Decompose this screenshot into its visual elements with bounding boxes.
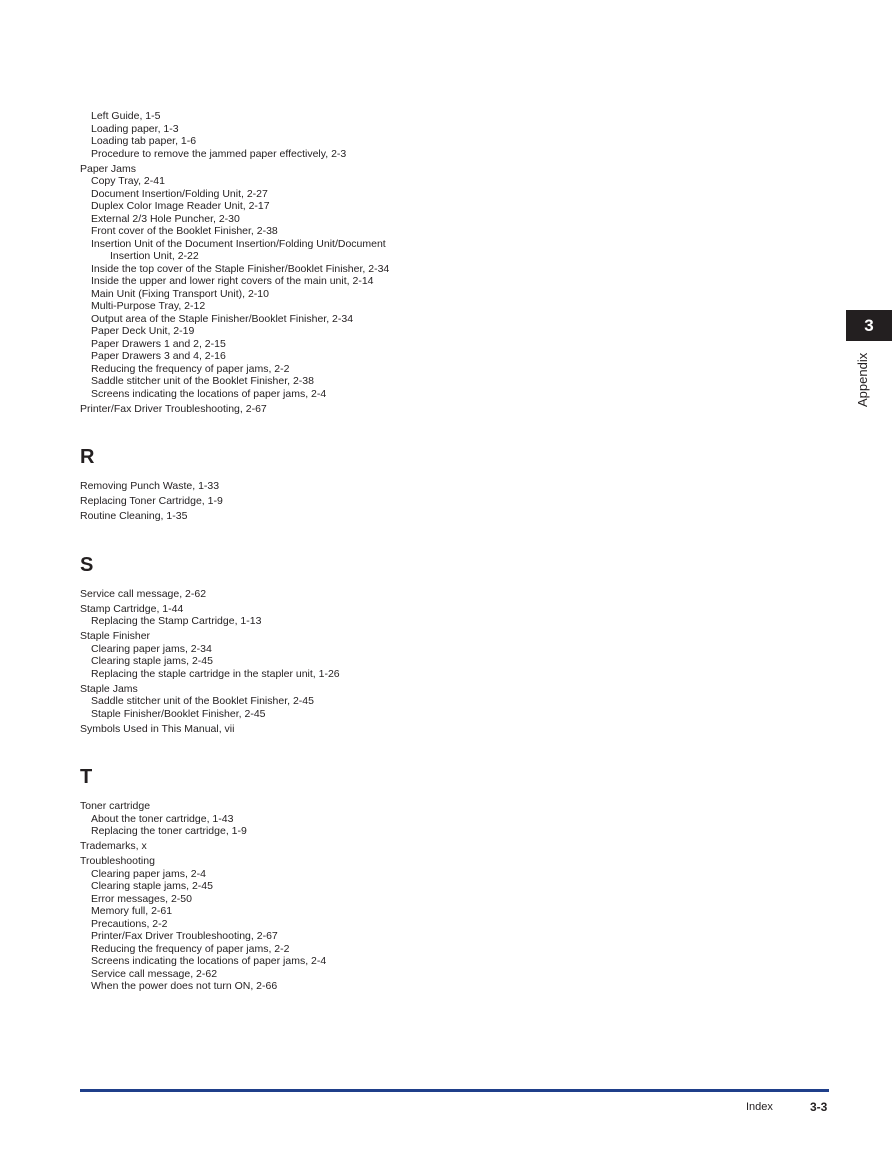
index-section bbox=[80, 553, 820, 736]
index-entry: Trademarks, x bbox=[80, 840, 147, 852]
index-subentry: When the power does not turn ON, 2-66 bbox=[91, 980, 278, 992]
index-subentry: Saddle stitcher unit of the Booklet Finisher, 2-38 bbox=[91, 375, 314, 387]
index-subentry: Procedure to remove the jammed paper effectively, 2-3 bbox=[91, 147, 347, 160]
chapter-tab: 3 bbox=[846, 310, 892, 341]
index-subentry: Replacing the Stamp Cartridge, 1-13 bbox=[91, 615, 262, 627]
footer-rule bbox=[80, 1089, 829, 1092]
index-subentry: Reducing the frequency of paper jams, 2-2 bbox=[91, 362, 290, 375]
index-subentry: Loading tab paper, 1-6 bbox=[91, 135, 197, 147]
section-entries bbox=[80, 588, 820, 736]
index-entry: Stamp Cartridge, 1-44 bbox=[80, 602, 184, 615]
index-entry: Staple Jams bbox=[80, 682, 138, 695]
index-subentry: Duplex Color Image Reader Unit, 2-17 bbox=[91, 200, 270, 212]
index-subentry: Inside the upper and lower right covers of the main unit, 2-14 bbox=[91, 275, 374, 287]
section-entries bbox=[80, 480, 820, 523]
index-subentry: Left Guide, 1-5 bbox=[91, 110, 161, 122]
footer-page-number: 3-3 bbox=[810, 1100, 828, 1114]
index-subentry: Multi-Purpose Tray, 2-12 bbox=[91, 300, 206, 312]
index-subentry: External 2/3 Hole Puncher, 2-30 bbox=[91, 212, 240, 225]
index-subentry: Paper Drawers 3 and 4, 2-16 bbox=[91, 350, 226, 362]
index-subentry: Output area of the Staple Finisher/Booklet Finisher, 2-34 bbox=[91, 312, 354, 325]
letter-sections bbox=[80, 445, 820, 993]
index-subentry: Paper Deck Unit, 2-19 bbox=[91, 325, 195, 337]
index-subentry: Main Unit (Fixing Transport Unit), 2-10 bbox=[91, 287, 269, 300]
index-subentry: Memory full, 2-61 bbox=[91, 905, 173, 917]
index-entry: Service call message, 2-62 bbox=[80, 587, 207, 600]
index-subentry: Clearing staple jams, 2-45 bbox=[91, 880, 213, 892]
section-letter-heading: S bbox=[80, 553, 94, 576]
index-subentry: Screens indicating the locations of paper jams, 2-4 bbox=[91, 955, 327, 967]
index-entry: Paper Jams bbox=[80, 162, 137, 175]
continued-entries bbox=[80, 110, 820, 415]
index-entry: Staple Finisher bbox=[80, 630, 151, 642]
index-subentry: Copy Tray, 2-41 bbox=[91, 175, 165, 187]
index-subentry: Precautions, 2-2 bbox=[91, 917, 168, 930]
index-entry: Removing Punch Waste, 1-33 bbox=[80, 480, 220, 492]
index-entry: Toner cartridge bbox=[80, 800, 151, 812]
index-entry: Symbols Used in This Manual, vii bbox=[80, 722, 235, 735]
index-subentry: Insertion Unit of the Document Insertion/Folding Unit/Document bbox=[91, 237, 386, 250]
index-entry: Routine Cleaning, 1-35 bbox=[80, 510, 188, 522]
index-entry: Replacing Toner Cartridge, 1-9 bbox=[80, 495, 223, 507]
index-subentry: Front cover of the Booklet Finisher, 2-38 bbox=[91, 225, 278, 237]
index-subentry: Loading paper, 1-3 bbox=[91, 122, 179, 135]
index-subentry: Printer/Fax Driver Troubleshooting, 2-67 bbox=[91, 930, 278, 942]
index-subentry: Replacing the toner cartridge, 1-9 bbox=[91, 825, 247, 837]
index-subentry: Replacing the staple cartridge in the stapler unit, 1-26 bbox=[91, 667, 340, 680]
index-subentry: Clearing staple jams, 2-45 bbox=[91, 655, 213, 667]
index-section bbox=[80, 765, 820, 993]
index-entry: Printer/Fax Driver Troubleshooting, 2-67 bbox=[80, 402, 267, 415]
section-letter-heading: T bbox=[80, 766, 93, 788]
index-section bbox=[80, 445, 820, 523]
index-subentry: Staple Finisher/Booklet Finisher, 2-45 bbox=[91, 707, 266, 720]
section-entries bbox=[80, 800, 820, 993]
index-subentry: Screens indicating the locations of paper jams, 2-4 bbox=[91, 387, 327, 400]
index-subentry: Paper Drawers 1 and 2, 2-15 bbox=[91, 337, 226, 350]
index-subentry: Clearing paper jams, 2-34 bbox=[91, 642, 212, 655]
footer-section-label: Index bbox=[746, 1101, 773, 1113]
index-subentry: Reducing the frequency of paper jams, 2-2 bbox=[91, 942, 290, 955]
section-letter-heading: R bbox=[80, 446, 95, 468]
index-subentry: Error messages, 2-50 bbox=[91, 892, 192, 905]
index-subentry: Clearing paper jams, 2-4 bbox=[91, 867, 206, 880]
index-subentry: Service call message, 2-62 bbox=[91, 967, 218, 980]
index-subentry: Saddle stitcher unit of the Booklet Finisher, 2-45 bbox=[91, 695, 314, 707]
index-column bbox=[80, 110, 820, 993]
index-subentry: About the toner cartridge, 1-43 bbox=[91, 812, 234, 825]
index-subentry: Insertion Unit, 2-22 bbox=[110, 250, 199, 262]
index-subentry: Inside the top cover of the Staple Finisher/Booklet Finisher, 2-34 bbox=[91, 262, 390, 275]
chapter-side-label: Appendix bbox=[855, 352, 870, 407]
index-subentry: Document Insertion/Folding Unit, 2-27 bbox=[91, 187, 268, 200]
index-entry: Troubleshooting bbox=[80, 855, 155, 867]
